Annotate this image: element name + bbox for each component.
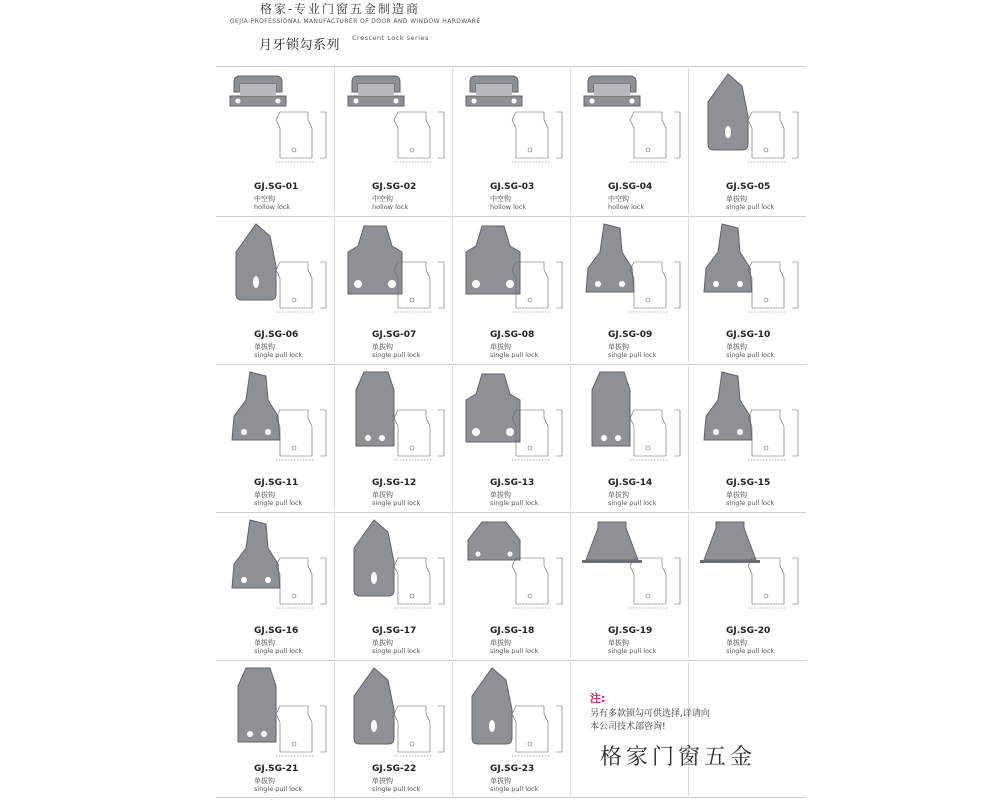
product-code: GJ.SG-01	[254, 182, 299, 192]
product-card[interactable]	[334, 66, 452, 216]
product-type-cn: 单拔钩	[372, 491, 393, 499]
product-code: GJ.SG-17	[372, 626, 417, 636]
product-card[interactable]	[216, 364, 334, 512]
product-code: GJ.SG-14	[608, 478, 653, 488]
product-type-cn: 单拔钩	[372, 343, 393, 351]
series-title	[259, 34, 429, 53]
product-type-en: single pull lock	[372, 499, 421, 507]
company-subtitle: GEJIA-PROFESSIONAL MANUFACTURER OF DOOR AND WINDOW HARDWARE	[230, 18, 481, 25]
product-card[interactable]	[570, 364, 688, 512]
product-type-en: single pull lock	[608, 499, 657, 507]
product-card[interactable]	[216, 66, 334, 216]
product-type-en: single pull lock	[372, 785, 421, 793]
product-code: GJ.SG-10	[726, 330, 771, 340]
product-type-en: single pull lock	[726, 203, 775, 211]
product-card[interactable]	[452, 660, 570, 798]
product-card[interactable]	[334, 660, 452, 798]
technical-drawing	[628, 106, 686, 170]
technical-drawing	[392, 404, 450, 468]
technical-drawing	[628, 404, 686, 468]
product-code: GJ.SG-03	[490, 182, 535, 192]
product-type-cn: 中空钩	[608, 195, 629, 203]
product-card[interactable]	[216, 512, 334, 660]
product-type-cn: 单拔钩	[608, 343, 629, 351]
product-type-cn: 单拔钩	[490, 343, 511, 351]
product-type-en: single pull lock	[254, 785, 303, 793]
product-type-cn: 单拔钩	[608, 639, 629, 647]
technical-drawing	[746, 106, 804, 170]
company-name: 格家-专业门窗五金制造商	[260, 2, 421, 16]
product-card[interactable]	[334, 364, 452, 512]
product-type-cn: 中空钩	[254, 195, 275, 203]
product-card[interactable]	[452, 364, 570, 512]
note-title: 注:	[590, 692, 606, 705]
product-type-en: single pull lock	[608, 351, 657, 359]
technical-drawing	[510, 700, 568, 764]
product-type-en: single pull lock	[726, 499, 775, 507]
product-type-en: single pull lock	[490, 351, 539, 359]
brand-name: 格家门窗五金	[600, 745, 757, 770]
product-type-en: hollow lock	[490, 203, 527, 211]
product-type-en: single pull lock	[490, 499, 539, 507]
product-code: GJ.SG-19	[608, 626, 653, 636]
technical-drawing	[746, 256, 804, 320]
product-type-cn: 单拔钩	[490, 777, 511, 785]
product-type-cn: 单拔钩	[372, 777, 393, 785]
product-type-en: single pull lock	[254, 499, 303, 507]
product-card[interactable]	[334, 512, 452, 660]
product-type-en: single pull lock	[726, 351, 775, 359]
technical-drawing	[510, 552, 568, 616]
product-card[interactable]	[688, 364, 806, 512]
product-card[interactable]	[452, 66, 570, 216]
product-type-cn: 中空钩	[490, 195, 511, 203]
technical-drawing	[392, 552, 450, 616]
product-card[interactable]	[570, 512, 688, 660]
technical-drawing	[274, 106, 332, 170]
product-card[interactable]	[688, 512, 806, 660]
product-type-en: single pull lock	[726, 647, 775, 655]
product-code: GJ.SG-22	[372, 764, 417, 774]
product-code: GJ.SG-04	[608, 182, 653, 192]
product-type-en: single pull lock	[372, 647, 421, 655]
product-type-cn: 单拔钩	[726, 343, 747, 351]
product-type-cn: 中空钩	[372, 195, 393, 203]
product-type-cn: 单拔钩	[254, 777, 275, 785]
product-type-en: hollow lock	[608, 203, 645, 211]
product-type-cn: 单拔钩	[608, 491, 629, 499]
product-code: GJ.SG-13	[490, 478, 535, 488]
technical-drawing	[274, 256, 332, 320]
product-card[interactable]	[570, 66, 688, 216]
product-code: GJ.SG-15	[726, 478, 771, 488]
product-card[interactable]	[216, 660, 334, 798]
product-type-en: hollow lock	[372, 203, 409, 211]
technical-drawing	[510, 404, 568, 468]
product-card[interactable]	[688, 216, 806, 364]
product-type-cn: 单拔钩	[254, 491, 275, 499]
technical-drawing	[274, 404, 332, 468]
technical-drawing	[628, 552, 686, 616]
product-code: GJ.SG-21	[254, 764, 299, 774]
product-type-en: single pull lock	[490, 785, 539, 793]
product-card[interactable]	[216, 216, 334, 364]
product-code: GJ.SG-02	[372, 182, 417, 192]
product-code: GJ.SG-08	[490, 330, 535, 340]
series-title-en: Crescent Lock series	[352, 34, 429, 42]
product-type-en: hollow lock	[254, 203, 291, 211]
product-type-en: single pull lock	[254, 647, 303, 655]
product-card[interactable]	[452, 216, 570, 364]
product-card[interactable]	[688, 66, 806, 216]
product-grid	[216, 66, 806, 798]
product-code: GJ.SG-20	[726, 626, 771, 636]
note-line-2: 本公司技术部咨询!	[590, 722, 666, 732]
technical-drawing	[746, 552, 804, 616]
product-code: GJ.SG-18	[490, 626, 535, 636]
technical-drawing	[746, 404, 804, 468]
product-type-cn: 单拔钩	[726, 195, 747, 203]
product-type-cn: 单拔钩	[372, 639, 393, 647]
technical-drawing	[392, 700, 450, 764]
technical-drawing	[628, 256, 686, 320]
product-code: GJ.SG-12	[372, 478, 417, 488]
grid-column-divider	[688, 662, 689, 796]
product-type-en: single pull lock	[254, 351, 303, 359]
note-line-1: 另有多款锁勾可供选择,详请向	[590, 709, 710, 719]
product-code: GJ.SG-09	[608, 330, 653, 340]
product-type-cn: 单拔钩	[254, 639, 275, 647]
series-title-cn: 月牙锁勾系列	[259, 38, 341, 53]
product-type-cn: 单拔钩	[254, 343, 275, 351]
product-type-en: single pull lock	[490, 647, 539, 655]
product-code: GJ.SG-11	[254, 478, 299, 488]
product-type-en: single pull lock	[372, 351, 421, 359]
product-code: GJ.SG-06	[254, 330, 299, 340]
product-card[interactable]	[570, 216, 688, 364]
product-card[interactable]	[334, 216, 452, 364]
technical-drawing	[392, 256, 450, 320]
technical-drawing	[510, 106, 568, 170]
technical-drawing	[274, 700, 332, 764]
product-code: GJ.SG-23	[490, 764, 535, 774]
product-code: GJ.SG-16	[254, 626, 299, 636]
technical-drawing	[274, 552, 332, 616]
product-type-cn: 单拔钩	[490, 491, 511, 499]
product-type-cn: 单拔钩	[490, 639, 511, 647]
technical-drawing	[392, 106, 450, 170]
product-type-cn: 单拔钩	[726, 491, 747, 499]
product-card[interactable]	[452, 512, 570, 660]
technical-drawing	[510, 256, 568, 320]
product-type-en: single pull lock	[608, 647, 657, 655]
product-type-cn: 单拔钩	[726, 639, 747, 647]
product-code: GJ.SG-07	[372, 330, 417, 340]
grid-column-divider	[570, 662, 571, 796]
product-code: GJ.SG-05	[726, 182, 771, 192]
